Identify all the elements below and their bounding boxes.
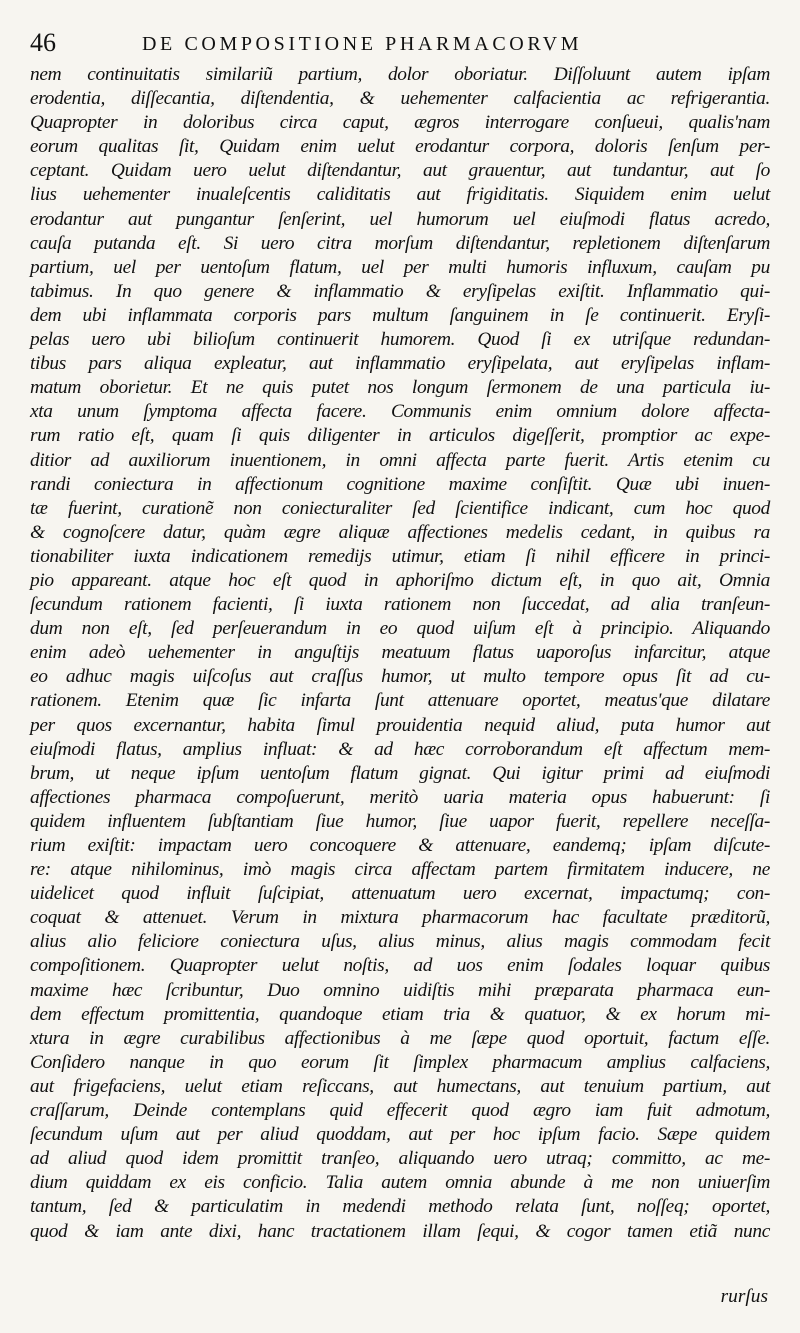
text-line: rationem. Etenim quæ ſic infarta ſunt attenuare oportet, meatus'que dilatare	[30, 690, 770, 712]
text-line: craſſarum, Deinde contemplans quid effecerit quod ægro iam fuit admotum,	[30, 1100, 770, 1122]
catchword: rurſus	[720, 1286, 768, 1307]
text-line: uidelicet quod influit ſuſcipiat, attenuatum uero excernat, impactumq; con-	[30, 883, 770, 905]
text-line: erodentia, diſſecantia, diſtendentia, & uehementer calfacientia ac refrigerantia.	[30, 88, 770, 110]
text-line: ſecundum rationem facienti, ſi iuxta rationem non ſuccedat, ad alia tranſeun-	[30, 594, 770, 616]
text-line: Quapropter in doloribus circa caput, ægros interrogare conſueui, qualis'nam	[30, 112, 770, 134]
text-line: tibus pars aliqua expleatur, aut inflammatio eryſipelata, aut eryſipelas inflam-	[30, 353, 770, 375]
text-line: pio appareant. atque hoc eſt quod in aphoriſmo dictum eſt, in quo ait, Omnia	[30, 569, 770, 591]
page-number: 46	[30, 28, 56, 57]
body-text	[30, 63, 770, 1244]
text-line: randi coniectura in affectionum cognitione maxime conſiſtit. Quæ ubi inuen-	[30, 473, 770, 495]
text-line: alius alio feliciore coniectura uſus, alius minus, alius magis commodam fecit	[30, 931, 770, 953]
text-line: aut frigefaciens, uelut etiam reſiccans, aut humectans, aut tenuium partium, aut	[30, 1075, 770, 1097]
text-line: enim adeò uehementer in anguſtijs meatuum flatus uaporoſus infarcitur, atque	[30, 642, 770, 664]
text-line: quidem influentem ſubſtantiam ſiue humor, ſiue uapor fuerit, repellere neceſſa-	[30, 810, 770, 832]
text-line: xtura in ægre curabilibus affectionibus à me ſæpe quod oportuit, factum eſſe.	[30, 1027, 770, 1049]
text-line: ditior ad auxiliorum inuentionem, in omni affecta parte fuerit. Artis etenim cu	[30, 449, 770, 471]
text-line: brum, ut neque ipſum uentoſum flatum gignat. Qui igitur primi ad eiuſmodi	[30, 762, 770, 784]
text-line: eiuſmodi flatus, amplius influat: & ad hæc corroborandum eſt affectum mem-	[30, 738, 770, 760]
text-line: pelas uero ubi bilioſum continuerit humorem. Quod ſi ex utriſque redundan-	[30, 329, 770, 351]
text-line: affectiones pharmaca compoſuerunt, meritò uaria materia opus habuerunt: ſi	[30, 786, 770, 808]
text-line: erodantur aut pungantur ſenſerint, uel humorum uel eiuſmodi flatus acredo,	[30, 208, 770, 230]
text-line: per quos excernantur, habita ſimul prouidentia nequid aliud, puta humor aut	[30, 714, 770, 736]
text-line: ceptant. Quidam uero uelut diſtendantur, aut grauentur, aut tundantur, aut ſo	[30, 160, 770, 182]
text-line: eo adhuc magis uiſcoſus aut craſſus humor, ut multo tempore opus ſit ad cu-	[30, 666, 770, 688]
text-line: ſecundum uſum aut per aliud quoddam, aut per hoc ipſum facio. Sæpe quidem	[30, 1124, 770, 1146]
text-line: eorum qualitas ſit, Quidam enim uelut erodantur corpora, doloris ſenſum per-	[30, 136, 770, 158]
text-line: maxime hæc ſcribuntur, Duo omnino uidiſtis mihi præparata pharmaca eun-	[30, 979, 770, 1001]
text-line: dem ubi inflammata corporis pars multum ſanguinem in ſe continuerit. Eryſi-	[30, 304, 770, 326]
page-header	[30, 28, 788, 58]
text-line: & cognoſcere datur, quàm ægre aliquæ affectiones medelis cedant, in quibus ra	[30, 521, 770, 543]
text-line: coquat & attenuet. Verum in mixtura pharmacorum hac facultate præditorũ,	[30, 907, 770, 929]
text-line: cauſa putanda eſt. Si uero citra morſum diſtendantur, repletionem diſtenſarum	[30, 232, 770, 254]
text-line: ad aliud quod idem promittit tranſeo, aliquando uero utraq; committo, ac me-	[30, 1148, 770, 1170]
text-line: Conſidero nanque in quo eorum ſit ſimplex pharmacum amplius calfaciens,	[30, 1051, 770, 1073]
text-line: partium, uel per uentoſum flatum, uel per multi humoris influxum, cauſam pu	[30, 256, 770, 278]
text-line: nem continuitatis similariũ partium, dolor oboriatur. Diſſoluunt autem ipſam	[30, 64, 770, 85]
text-line: lius uehementer inualeſcentis caliditatis aut frigiditatis. Siquidem enim uelut	[30, 184, 770, 206]
text-line: matum oborietur. Et ne quis putet nos longum ſermonem de una particula iu-	[30, 377, 770, 399]
text-line: tantum, ſed & particulatim in medendi methodo relata ſunt, noſſeq; oportet,	[30, 1196, 770, 1218]
text-line: rum ratio eſt, quam ſi quis diligenter in articulos digeſſerit, promptior ac expe-	[30, 425, 770, 447]
text-line: quod & iam ante dixi, hanc tractationem illam ſequi, & cogor tamen etiã nunc	[30, 1220, 770, 1242]
text-line: compoſitionem. Quapropter uelut noſtis, ad uos enim ſodales loquar quibus	[30, 955, 770, 977]
text-line: tabimus. In quo genere & inflammatio & eryſipelas exiſtit. Inflammatio qui-	[30, 280, 770, 302]
text-line: tionabiliter iuxta indicationem remedijs utimur, etiam ſi nihil efficere in princi-	[30, 545, 770, 567]
text-line: xta unum ſymptoma affecta facere. Communis enim omnium dolore affecta-	[30, 401, 770, 423]
text-line: dum non eſt, ſed perſeuerandum in eo quod uiſum eſt à principio. Aliquando	[30, 618, 770, 640]
text-line: dem effectum promittentia, quandoque etiam tria & quatuor, & ex horum mi-	[30, 1003, 770, 1025]
text-line: re: atque nihilominus, imò magis circa affectam partem firmitatem inducere, ne	[30, 859, 770, 881]
running-head: DE COMPOSITIONE PHARMACORVM	[142, 33, 583, 55]
text-line: rium exiſtit: impactam uero concoquere & attenuare, eandemq; ipſam diſcute-	[30, 835, 770, 856]
text-line: tæ fuerint, curationẽ non coniecturaliter ſed ſcientifice indicant, cum hoc quod	[30, 497, 770, 519]
text-line: dium quiddam ex eis conficio. Talia autem omnia abunde à me non uniuerſim	[30, 1172, 770, 1194]
